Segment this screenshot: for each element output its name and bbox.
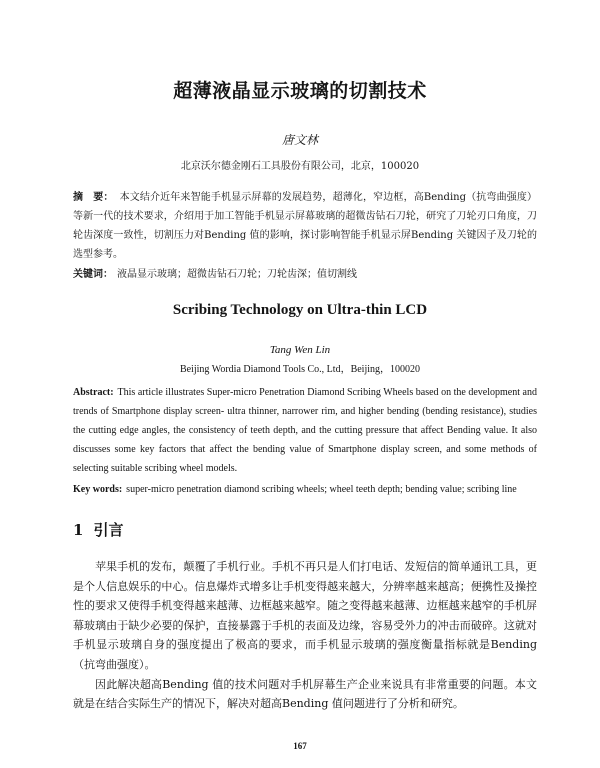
keywords-cn-text: 液晶显示玻璃；超微齿钻石刀轮；刀轮齿深；值切割线	[117, 269, 357, 280]
affiliation-cn: 北京沃尔德金刚石工具股份有限公司，北京，100020	[180, 161, 420, 172]
abstract-en-text: This article illustrates Super-micro Penetration Diamond Scribing Wheels based on the development and trends of Smartphone display screen- ultra thinner, narrower rim, and higher bending (bending resistance), studies the cutting edge angles, the consistency of teeth depth, and the cutting pressure that affect Bending value. It also discusses some key factors that affect the bending value of Smartphone display screen, and some methods of selecting suitable scribing wheel models.	[73, 387, 537, 474]
paper-title-cn: 超薄液晶显示玻璃的切割技术	[173, 80, 427, 102]
author-name-en: Tang Wen Lin	[269, 344, 331, 356]
page-number: 167	[293, 741, 307, 751]
section-title: 引言	[93, 521, 124, 539]
keywords-cn	[73, 267, 537, 282]
paragraph-1: 苹果手机的发布，颠覆了手机行业。手机不再只是人们打电话、发短信的简单通讯工具，更是个人信息娱乐的中心。信息爆炸式增多让手机变得越来越大，分辨率越来越高；便携性及操控性的要求又使得手机变得越来越薄、边框越来越窄。随之变得越来越薄、边框越来越窄的手机屏幕玻璃由于缺少必要的保护，直接暴露于手机的表面及边缘，容易受外力的冲击而破碎。这就对手机显示玻璃自身的强度提出了极高的要求，而手机显示玻璃的强度衡量指标就是Bending（抗弯曲强度）。	[73, 560, 537, 671]
keywords-cn-label: 关键词：	[73, 269, 113, 280]
abstract-en-label: Abstract:	[73, 387, 114, 398]
section-heading	[73, 519, 123, 540]
keywords-en-text: super-micro penetration diamond scribing wheels; wheel teeth depth; bending value; scribing line	[126, 484, 517, 495]
section-number: 1	[73, 521, 84, 539]
abstract-cn-text: 本文结介近年来智能手机显示屏幕的发展趋势，超薄化，窄边框，高Bending（抗弯曲强度）等新一代的技术要求，介绍用于加工智能手机显示屏幕玻璃的超微齿钻石刀轮，研究了刀轮刃口角度，刀轮齿深度一致性，切割压力对Bending 值的影响，探讨影响智能手机显示屏Bending 关键因子及刀轮的选型参考。	[73, 192, 537, 260]
paragraph-2: 因此解决超高Bending 值的技术问题对手机屏幕生产企业来说具有非常重要的问题。本文就是在结合实际生产的情况下，解决对超高Bending 值问题进行了分析和研究。	[73, 677, 537, 711]
paper-title-en: Scribing Technology on Ultra-thin LCD	[172, 302, 428, 318]
keywords-en	[73, 482, 537, 497]
abstract-cn-label: 摘 要：	[73, 192, 114, 203]
body-text	[73, 557, 537, 714]
author-name-cn: 唐文林	[281, 133, 318, 147]
affiliation-en: Beijing Wordia Diamond Tools Co., Ltd，Beijing，100020	[179, 364, 421, 375]
abstract-cn	[73, 188, 537, 264]
abstract-en	[73, 383, 537, 478]
keywords-en-label: Key words:	[73, 484, 123, 495]
